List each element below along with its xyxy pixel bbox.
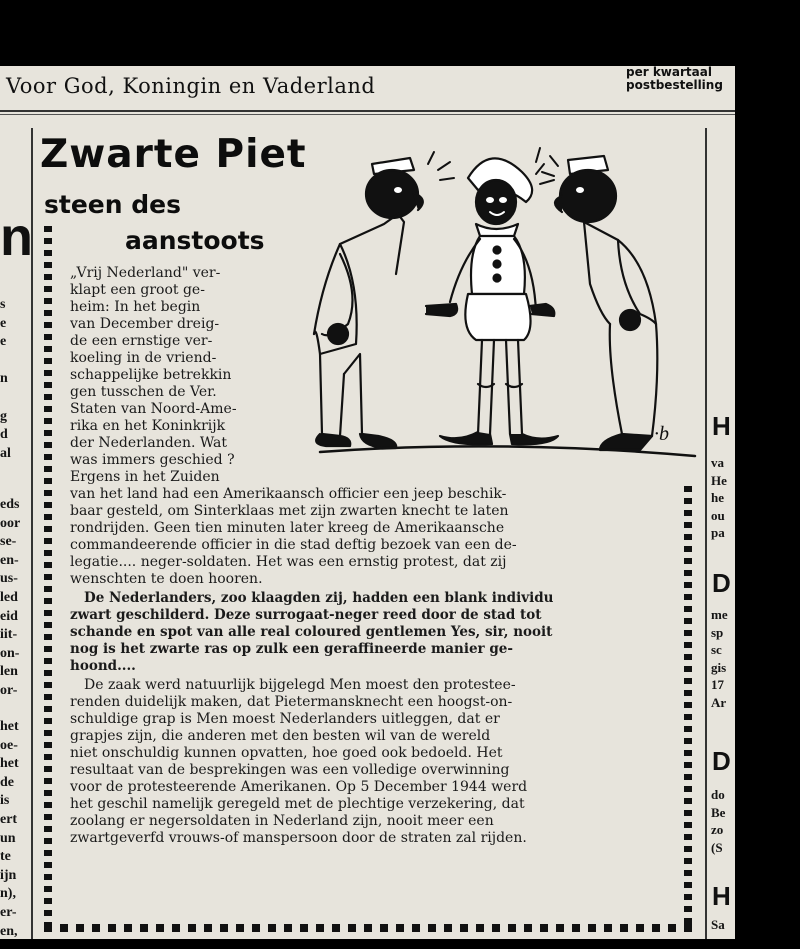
article-line: rika en het Koninkrijk — [70, 418, 226, 434]
left-fragment: led — [0, 589, 18, 605]
right-fragments-group3 — [711, 786, 725, 856]
article-line: wenschten te doen hooren. — [70, 571, 263, 587]
article-line: schuldige grap is Men moest Nederlanders uitleggen, dat er — [70, 711, 500, 727]
right-fragment: do — [711, 787, 725, 802]
article-paragraph-3 — [70, 677, 680, 847]
article-line: De zaak werd natuurlijk bijgelegd Men moest den protestee- — [84, 677, 516, 693]
article-line: De Nederlanders, zoo klaagden zij, hadden een blank individu — [84, 590, 554, 606]
article-line: schappelijke betrekkin — [70, 367, 232, 383]
left-fragment: iit- — [0, 627, 18, 643]
article-line: der Nederlanden. Wat — [70, 435, 228, 451]
left-fragment: oe- — [0, 737, 18, 753]
left-fragment: s — [0, 297, 6, 312]
article-line: resultaat van de besprekingen was een volledige overwinning — [70, 762, 510, 778]
article-line: van het land had een Amerikaansch officier een jeep beschik- — [70, 486, 507, 502]
left-fragment: d — [0, 427, 8, 443]
right-fragment: Be — [711, 804, 726, 820]
right-fragment: me — [711, 607, 728, 622]
article-line: het geschil namelijk geregeld met de plechtige verzekering, dat — [70, 796, 525, 812]
illustrator-signature: ·b — [654, 423, 669, 445]
article-line: voor de protesteerende Amerikanen. Op 5 December 1944 werd — [70, 779, 528, 795]
left-fragment: het — [0, 719, 19, 734]
left-fragment: oor — [0, 515, 21, 531]
article-paragraph-2 — [70, 590, 680, 675]
left-fragment: ert — [0, 811, 18, 827]
article-line: was immers geschied ? — [70, 452, 235, 468]
checker-border-bottom — [44, 924, 692, 932]
left-fragment: en- — [0, 552, 19, 568]
left-fragments-group3 — [0, 718, 19, 939]
left-fragment: en, — [0, 923, 18, 939]
article-paragraph-1 — [70, 486, 680, 588]
right-fragment: gis — [711, 659, 727, 675]
masthead-right-line1: per kwartaal — [626, 66, 712, 79]
right-fragment: va — [711, 455, 724, 470]
article-line: legatie.... neger-soldaten. Het was een ernstig protest, dat zij — [70, 554, 507, 570]
newspaper-clipping — [0, 66, 735, 939]
right-fragment: Sa — [711, 917, 725, 932]
left-fragment: is — [0, 793, 10, 809]
masthead-title: Voor God, Koningin en Vaderland — [6, 74, 376, 98]
right-fragment: Ar — [711, 694, 727, 710]
article-line: schande en spot van alle real coloured gentlemen Yes, sir, nooit — [70, 624, 553, 640]
article-headline: Zwarte Piet — [40, 132, 307, 177]
article-line: zwartgeverfd vrouws-of manspersoon door de straten zal rijden. — [70, 830, 527, 846]
left-fragment: e — [0, 334, 7, 350]
right-fragments-group4 — [711, 916, 725, 934]
left-fragment: se- — [0, 534, 17, 550]
article-line: de een ernstige ver- — [70, 333, 213, 349]
masthead-subscription — [626, 66, 723, 92]
left-fragment: e — [0, 315, 7, 331]
left-fragment — [0, 389, 11, 408]
right-fragments-group1 — [711, 454, 727, 542]
right-fragment-letter-d: D — [712, 568, 731, 598]
right-fragment: 17 — [711, 677, 724, 692]
right-fragment: sp — [711, 624, 724, 640]
left-fragment: al — [0, 445, 11, 461]
article-line: zoolang er negersoldaten in Nederland zijn, nooit meer een — [70, 813, 494, 829]
article-line: klapt een groot ge- — [70, 282, 205, 298]
masthead-rule-thin — [0, 114, 735, 115]
article-subhead-line1: steen des — [44, 190, 181, 219]
left-fragment: te — [0, 849, 11, 865]
right-fragment: (S — [711, 839, 723, 855]
zwarte-piet-figure — [426, 158, 558, 444]
left-fragment: eid — [0, 608, 18, 624]
left-fragment: un — [0, 830, 16, 846]
masthead-rule — [0, 110, 735, 112]
article-line: grapjes zijn, die anderen met den besten wil van de wereld — [70, 728, 491, 744]
article-line: „Vrij Nederland" ver- — [70, 265, 221, 281]
left-fragment: er- — [0, 904, 17, 920]
article-line: baar gesteld, om Sinterklaas met zijn zwarten knecht te laten — [70, 503, 509, 519]
left-fragment: de — [0, 774, 14, 790]
left-fragment: eds — [0, 497, 20, 512]
article-line: koeling in de vriend- — [70, 350, 217, 366]
article-line: nog is het zwarte ras op zulk een geraffineerde manier ge- — [70, 641, 514, 657]
left-fragment: g — [0, 408, 7, 424]
left-fragments-group2 — [0, 496, 20, 701]
article-line: gen tusschen de Ver. — [70, 384, 217, 400]
left-fragment: len — [0, 664, 18, 680]
left-fragment-big-letter: n — [0, 207, 33, 267]
right-fragment: sc — [711, 642, 722, 657]
checker-border-right — [684, 486, 692, 926]
article-line: van December dreig- — [70, 316, 220, 332]
left-fragment: us- — [0, 571, 18, 587]
masthead-right-line2: postbestelling — [626, 78, 723, 92]
article-line: hoond.... — [70, 658, 136, 674]
cartoon-illustration — [300, 144, 710, 474]
right-fragment: pa — [711, 525, 725, 540]
article-line: rondrijden. Geen tien minuten later kreeg de Amerikaansche — [70, 520, 505, 536]
left-fragment: n — [0, 371, 8, 387]
left-fragment — [0, 352, 11, 371]
article-line: Staten van Noord-Ame- — [70, 401, 237, 417]
article-line: niet onschuldig kunnen opvatten, hoe goed ook bedoeld. Het — [70, 745, 503, 761]
article-subhead-line2: aanstoots — [125, 226, 265, 255]
left-fragment: ijn — [0, 867, 17, 883]
right-fragment: zo — [711, 822, 724, 837]
right-fragment: ou — [711, 507, 725, 523]
right-fragment: he — [711, 490, 724, 505]
right-fragment-letter-d2: D — [712, 746, 731, 776]
right-fragments-group2 — [711, 606, 728, 711]
soldier-left-figure — [314, 158, 423, 448]
left-fragment: or- — [0, 682, 18, 698]
left-fragments-group1 — [0, 296, 11, 463]
article-line: renden duidelijk maken, dat Pietermansknecht een hoogst-on- — [70, 694, 513, 710]
right-fragment-letter-h: H — [712, 411, 731, 441]
article-line: heim: In het begin — [70, 299, 201, 315]
checker-border-left — [44, 226, 52, 926]
article-line: Ergens in het Zuiden — [70, 469, 220, 485]
left-fragment: n), — [0, 886, 16, 902]
article-intro-column — [70, 265, 290, 486]
soldier-right-figure — [555, 156, 669, 450]
right-fragment: He — [711, 472, 727, 488]
right-fragment-letter-h2: H — [712, 881, 731, 911]
left-fragment: het — [0, 756, 19, 772]
left-fragment: on- — [0, 645, 20, 661]
article-line: zwart geschilderd. Deze surrogaat-neger reed door de stad tot — [70, 607, 542, 623]
article-line: commandeerende officier in die stad deftig bezoek van een de- — [70, 537, 517, 553]
